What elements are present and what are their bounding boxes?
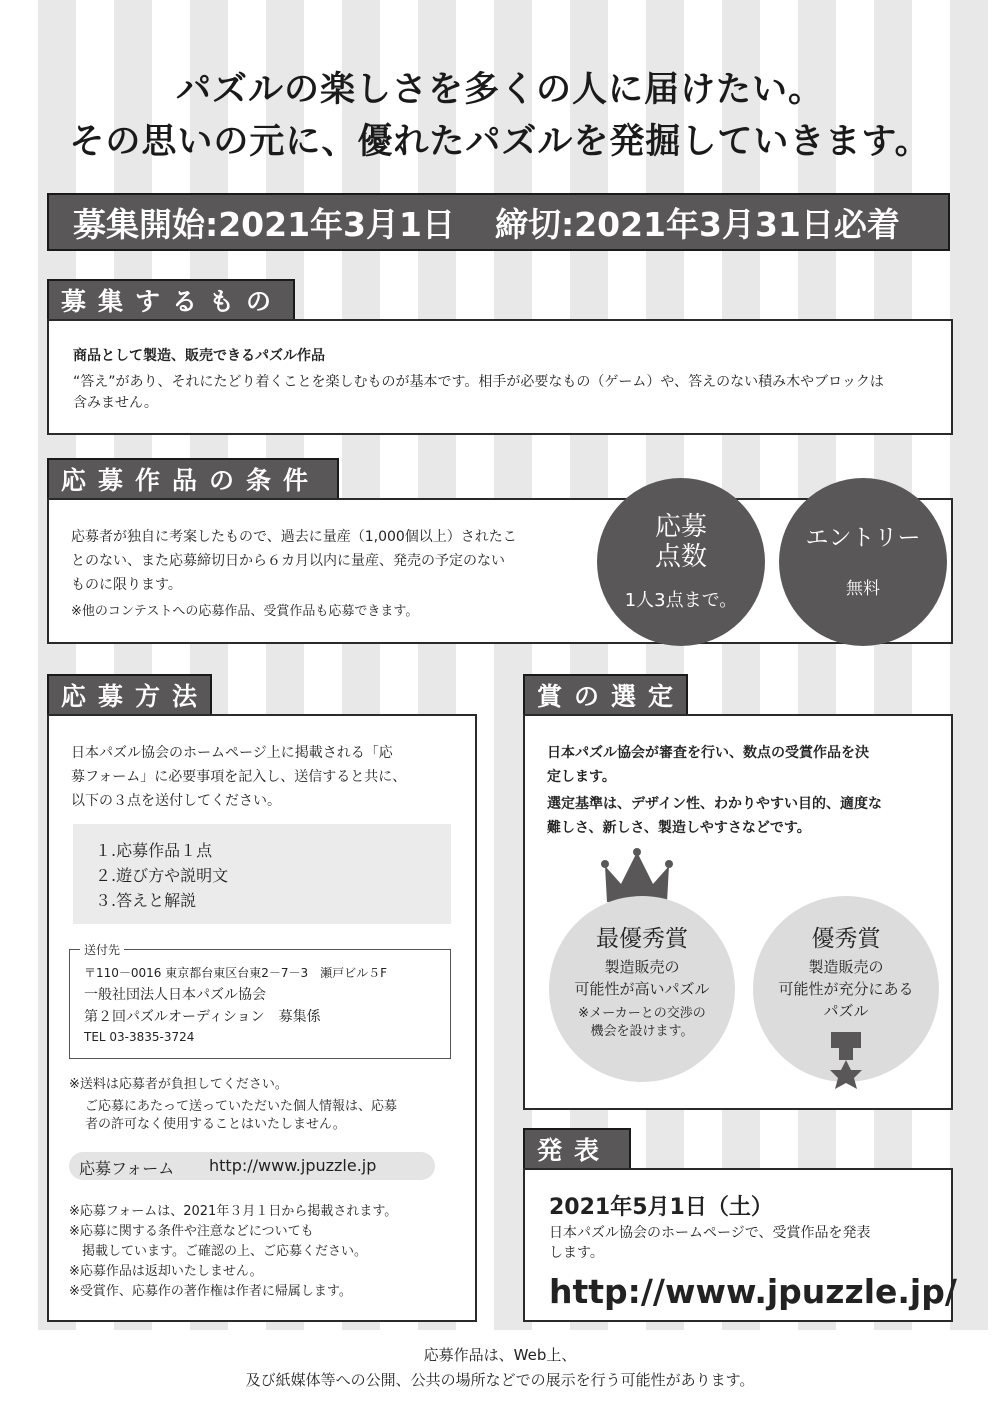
top-award-note2: 機会を設けます。 — [590, 1024, 694, 1039]
entry-fee-value: 無料 — [846, 579, 880, 599]
address-tel: TEL 03-3835-3724 — [84, 1030, 195, 1044]
selection-line2: 定します。 — [547, 769, 616, 785]
selection-line4: 難しさ、新しさ、製造しやすさなどです。 — [547, 820, 811, 836]
method-note1: ※送料は応募者が負担してください。 — [69, 1077, 288, 1092]
excellence-award-name: 優秀賞 — [811, 926, 881, 952]
excellence-award-desc1: 製造販売の — [808, 958, 884, 976]
section-title-conditions: 応募作品の条件 — [47, 458, 339, 500]
conditions-line3: ものに限ります。 — [71, 577, 182, 593]
excellence-award-desc3: パズル — [823, 1002, 869, 1020]
method-line3: 以下の３点を送付してください。 — [71, 793, 281, 809]
method-note-item: ※応募フォームは、2021年３月１日から掲載されます。 — [69, 1204, 398, 1219]
address-line1: 〒110－0016 東京都台東区台東2－7－3 瀬戸ビル５F — [84, 966, 388, 980]
top-award-desc1: 製造販売の — [604, 958, 680, 976]
section-title-selection: 賞の選定 — [523, 674, 688, 716]
announce-url-link[interactable]: http://www.jpuzzle.jp/ — [549, 1272, 957, 1311]
selection-line3: 選定基準は、デザイン性、わかりやすい目的、適度な — [547, 796, 883, 812]
required-item: １.応募作品１点 — [95, 841, 213, 860]
recruit-deadline: 締切:2021年3月31日必着 — [494, 204, 900, 244]
entry-fee-title: エントリー — [805, 525, 921, 551]
recruit-line2: “答え”があり、それにたどり着くことを楽しむものが基本です。相手が必要なもの（ゲーム）や、答えのない積み木やブロックは — [73, 374, 884, 390]
method-note3: 者の許可なく使用することはいたしません。 — [85, 1117, 346, 1132]
entry-count-title2: 点数 — [654, 542, 707, 572]
entry-count-value: 1人3点まで。 — [624, 590, 738, 611]
excellence-award-desc2: 可能性が充分にある — [778, 980, 914, 998]
selection-box — [523, 714, 953, 1110]
required-item: ３.答えと解説 — [95, 891, 197, 910]
method-note-item: ※受賞作、応募作の著作権は作者に帰属します。 — [69, 1284, 352, 1299]
headline-line2: その思いの元に、優れたパズルを発掘していきます。 — [69, 122, 931, 162]
section-title-recruit: 募集するもの — [47, 279, 295, 321]
entry-count-circle — [597, 478, 765, 646]
conditions-line1: 応募者が独自に考案したもので、過去に量産（1,000個以上）されたこ — [71, 529, 517, 545]
required-items-box — [73, 824, 451, 924]
method-notes-list — [69, 1202, 397, 1302]
required-item: ２.遊び方や説明文 — [95, 866, 229, 885]
address-box — [69, 943, 451, 1059]
method-box — [47, 714, 477, 1322]
method-note2: ご応募にあたって送っていただいた個人情報は、応募 — [85, 1099, 398, 1114]
form-url-pill — [69, 1152, 435, 1180]
selection-line1: 日本パズル協会が審査を行い、数点の受賞作品を決 — [547, 745, 869, 761]
top-award-note1: ※メーカーとの交渉の — [578, 1006, 706, 1021]
section-title-method: 応募方法 — [47, 674, 212, 716]
conditions-note: ※他のコンテストへの応募作品、受賞作品も応募できます。 — [71, 604, 419, 619]
entry-fee-circle — [779, 478, 947, 646]
announce-line1: 日本パズル協会のホームページで、受賞作品を発表 — [549, 1225, 871, 1241]
announce-box — [523, 1168, 957, 1322]
footer-line2: 及び紙媒体等への公開、公共の場所などでの展示を行う可能性があります。 — [245, 1371, 755, 1389]
form-label: 応募フォーム — [79, 1159, 175, 1178]
top-award-name: 最優秀賞 — [596, 926, 688, 952]
address-label: 送付先 — [80, 941, 124, 958]
recruit-start-date: 募集開始:2021年3月1日 — [73, 204, 455, 244]
headline-line1: パズルの楽しさを多くの人に届けたい。 — [175, 70, 824, 110]
recruit-line3: 含みません。 — [73, 395, 158, 411]
method-note-item: 掲載しています。ご確認の上、ご応募ください。 — [69, 1244, 367, 1259]
section-title-announce: 発表 — [523, 1128, 631, 1170]
method-line2: 募フォーム」に必要事項を記入し、送信すると共に、 — [71, 769, 407, 785]
announce-line2: します。 — [549, 1245, 604, 1261]
dates-bar — [47, 193, 950, 251]
address-line3: 第２回パズルオーディション 募集係 — [84, 1009, 321, 1025]
announce-date: 2021年5月1日（土） — [549, 1195, 773, 1220]
conditions-line2: とのない、また応募締切日から６カ月以内に量産、発売の予定のない — [71, 553, 505, 569]
medal-icon — [821, 1032, 871, 1104]
method-note-item: ※応募作品は返却いたしません。 — [69, 1264, 263, 1279]
top-award-circle — [549, 896, 735, 1082]
entry-count-title1: 応募 — [654, 512, 707, 542]
top-award-desc2: 可能性が高いパズル — [574, 980, 710, 998]
recruit-line1: 商品として製造、販売できるパズル作品 — [73, 348, 325, 364]
method-note-item: ※応募に関する条件や注意などについても — [69, 1224, 314, 1239]
recruit-box — [47, 319, 953, 435]
address-line2: 一般社団法人日本パズル協会 — [84, 987, 266, 1003]
method-line1: 日本パズル協会のホームページ上に掲載される「応 — [71, 745, 393, 761]
footer-line1: 応募作品は、Web上、 — [423, 1346, 577, 1364]
form-url-link[interactable]: http://www.jpuzzle.jp — [209, 1156, 377, 1175]
